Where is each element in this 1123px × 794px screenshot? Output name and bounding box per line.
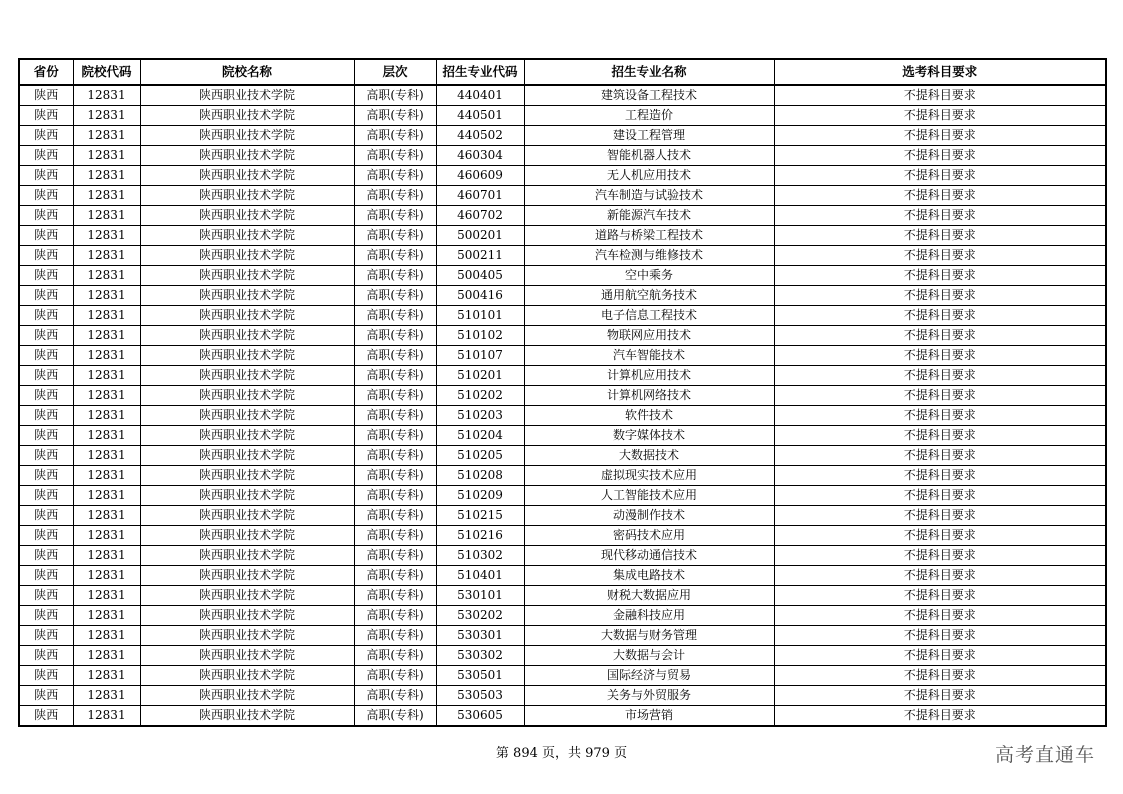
cell-school-name: 陕西职业技术学院 [140, 206, 354, 226]
cell-major-name: 国际经济与贸易 [524, 666, 774, 686]
table-row [19, 186, 1106, 206]
table-row [19, 666, 1106, 686]
table-row [19, 286, 1106, 306]
cell-level: 高职(专科) [354, 266, 436, 286]
cell-subject-requirement: 不提科目要求 [774, 106, 1106, 126]
table-row [19, 126, 1106, 146]
cell-major-code: 500405 [436, 266, 524, 286]
cell-province: 陕西 [19, 506, 73, 526]
cell-major-code: 500201 [436, 226, 524, 246]
cell-major-code: 510203 [436, 406, 524, 426]
cell-school-name: 陕西职业技术学院 [140, 106, 354, 126]
cell-level: 高职(专科) [354, 166, 436, 186]
cell-school-name: 陕西职业技术学院 [140, 306, 354, 326]
cell-subject-requirement: 不提科目要求 [774, 206, 1106, 226]
cell-major-name: 密码技术应用 [524, 526, 774, 546]
table-row [19, 526, 1106, 546]
cell-level: 高职(专科) [354, 466, 436, 486]
cell-major-name: 关务与外贸服务 [524, 686, 774, 706]
cell-school-code: 12831 [73, 246, 140, 266]
cell-major-code: 460609 [436, 166, 524, 186]
cell-school-name: 陕西职业技术学院 [140, 706, 354, 727]
cell-major-code: 530605 [436, 706, 524, 727]
cell-level: 高职(专科) [354, 206, 436, 226]
cell-province: 陕西 [19, 466, 73, 486]
cell-school-code: 12831 [73, 666, 140, 686]
cell-major-code: 510216 [436, 526, 524, 546]
cell-school-code: 12831 [73, 106, 140, 126]
cell-major-code: 510209 [436, 486, 524, 506]
cell-major-name: 无人机应用技术 [524, 166, 774, 186]
cell-major-name: 动漫制作技术 [524, 506, 774, 526]
cell-subject-requirement: 不提科目要求 [774, 606, 1106, 626]
cell-school-name: 陕西职业技术学院 [140, 246, 354, 266]
cell-subject-requirement: 不提科目要求 [774, 306, 1106, 326]
cell-level: 高职(专科) [354, 686, 436, 706]
cell-province: 陕西 [19, 526, 73, 546]
cell-major-name: 大数据技术 [524, 446, 774, 466]
cell-school-code: 12831 [73, 546, 140, 566]
table-row [19, 226, 1106, 246]
cell-province: 陕西 [19, 386, 73, 406]
cell-major-name: 虚拟现实技术应用 [524, 466, 774, 486]
cell-major-code: 530302 [436, 646, 524, 666]
cell-subject-requirement: 不提科目要求 [774, 666, 1106, 686]
cell-province: 陕西 [19, 706, 73, 727]
cell-subject-requirement: 不提科目要求 [774, 626, 1106, 646]
cell-major-code: 510201 [436, 366, 524, 386]
table-row [19, 166, 1106, 186]
cell-level: 高职(专科) [354, 326, 436, 346]
table-row [19, 506, 1106, 526]
cell-province: 陕西 [19, 586, 73, 606]
cell-school-name: 陕西职业技术学院 [140, 126, 354, 146]
cell-province: 陕西 [19, 306, 73, 326]
cell-school-name: 陕西职业技术学院 [140, 686, 354, 706]
cell-major-name: 金融科技应用 [524, 606, 774, 626]
cell-subject-requirement: 不提科目要求 [774, 85, 1106, 106]
cell-school-name: 陕西职业技术学院 [140, 446, 354, 466]
cell-school-name: 陕西职业技术学院 [140, 586, 354, 606]
cell-subject-requirement: 不提科目要求 [774, 346, 1106, 366]
cell-major-name: 建筑设备工程技术 [524, 85, 774, 106]
cell-level: 高职(专科) [354, 666, 436, 686]
cell-level: 高职(专科) [354, 626, 436, 646]
cell-province: 陕西 [19, 426, 73, 446]
cell-level: 高职(专科) [354, 126, 436, 146]
cell-province: 陕西 [19, 546, 73, 566]
table-row [19, 706, 1106, 727]
cell-province: 陕西 [19, 326, 73, 346]
cell-subject-requirement: 不提科目要求 [774, 526, 1106, 546]
table-row [19, 426, 1106, 446]
cell-school-name: 陕西职业技术学院 [140, 466, 354, 486]
cell-school-code: 12831 [73, 466, 140, 486]
cell-province: 陕西 [19, 226, 73, 246]
cell-school-name: 陕西职业技术学院 [140, 486, 354, 506]
cell-province: 陕西 [19, 106, 73, 126]
cell-school-name: 陕西职业技术学院 [140, 266, 354, 286]
cell-major-code: 510401 [436, 566, 524, 586]
cell-major-name: 工程造价 [524, 106, 774, 126]
cell-subject-requirement: 不提科目要求 [774, 366, 1106, 386]
cell-level: 高职(专科) [354, 106, 436, 126]
cell-province: 陕西 [19, 286, 73, 306]
table-row [19, 266, 1106, 286]
cell-level: 高职(专科) [354, 546, 436, 566]
cell-subject-requirement: 不提科目要求 [774, 226, 1106, 246]
table-row [19, 606, 1106, 626]
cell-school-name: 陕西职业技术学院 [140, 426, 354, 446]
cell-major-code: 510101 [436, 306, 524, 326]
cell-major-name: 财税大数据应用 [524, 586, 774, 606]
table-row [19, 206, 1106, 226]
table-row [19, 646, 1106, 666]
cell-subject-requirement: 不提科目要求 [774, 546, 1106, 566]
cell-subject-requirement: 不提科目要求 [774, 286, 1106, 306]
cell-major-code: 530101 [436, 586, 524, 606]
cell-major-name: 通用航空航务技术 [524, 286, 774, 306]
table-row [19, 366, 1106, 386]
watermark-logo-text: 高考直通车 [994, 744, 1095, 766]
cell-province: 陕西 [19, 206, 73, 226]
cell-subject-requirement: 不提科目要求 [774, 566, 1106, 586]
col-header-major-name: 招生专业名称 [524, 59, 774, 85]
cell-major-name: 大数据与会计 [524, 646, 774, 666]
cell-school-code: 12831 [73, 606, 140, 626]
cell-province: 陕西 [19, 446, 73, 466]
table-row [19, 85, 1106, 106]
cell-province: 陕西 [19, 666, 73, 686]
cell-level: 高职(专科) [354, 386, 436, 406]
cell-major-name: 软件技术 [524, 406, 774, 426]
cell-school-name: 陕西职业技术学院 [140, 606, 354, 626]
table-row [19, 566, 1106, 586]
table-body [19, 85, 1106, 726]
cell-school-name: 陕西职业技术学院 [140, 666, 354, 686]
col-header-school-name: 院校名称 [140, 59, 354, 85]
table-row [19, 306, 1106, 326]
cell-subject-requirement: 不提科目要求 [774, 146, 1106, 166]
cell-major-name: 智能机器人技术 [524, 146, 774, 166]
cell-level: 高职(专科) [354, 526, 436, 546]
cell-province: 陕西 [19, 246, 73, 266]
cell-school-name: 陕西职业技术学院 [140, 346, 354, 366]
cell-school-code: 12831 [73, 706, 140, 727]
cell-major-code: 510215 [436, 506, 524, 526]
cell-province: 陕西 [19, 126, 73, 146]
cell-major-name: 计算机应用技术 [524, 366, 774, 386]
cell-school-code: 12831 [73, 266, 140, 286]
cell-province: 陕西 [19, 686, 73, 706]
cell-school-code: 12831 [73, 386, 140, 406]
cell-level: 高职(专科) [354, 226, 436, 246]
cell-school-name: 陕西职业技术学院 [140, 526, 354, 546]
cell-major-name: 计算机网络技术 [524, 386, 774, 406]
cell-major-name: 电子信息工程技术 [524, 306, 774, 326]
cell-major-code: 500416 [436, 286, 524, 306]
table-row [19, 466, 1106, 486]
cell-school-code: 12831 [73, 126, 140, 146]
cell-school-code: 12831 [73, 626, 140, 646]
cell-school-name: 陕西职业技术学院 [140, 166, 354, 186]
header-row [19, 59, 1106, 85]
cell-subject-requirement: 不提科目要求 [774, 686, 1106, 706]
cell-school-name: 陕西职业技术学院 [140, 366, 354, 386]
cell-province: 陕西 [19, 366, 73, 386]
col-header-province: 省份 [19, 59, 73, 85]
col-header-subject-requirement: 选考科目要求 [774, 59, 1106, 85]
col-header-level: 层次 [354, 59, 436, 85]
table-row [19, 686, 1106, 706]
cell-major-name: 市场营销 [524, 706, 774, 727]
col-header-school-code: 院校代码 [73, 59, 140, 85]
cell-province: 陕西 [19, 166, 73, 186]
cell-major-code: 530202 [436, 606, 524, 626]
cell-subject-requirement: 不提科目要求 [774, 166, 1106, 186]
cell-school-name: 陕西职业技术学院 [140, 85, 354, 106]
cell-major-code: 510102 [436, 326, 524, 346]
cell-province: 陕西 [19, 566, 73, 586]
table-row [19, 626, 1106, 646]
cell-subject-requirement: 不提科目要求 [774, 586, 1106, 606]
table-row [19, 446, 1106, 466]
cell-school-code: 12831 [73, 146, 140, 166]
cell-major-code: 440502 [436, 126, 524, 146]
cell-subject-requirement: 不提科目要求 [774, 406, 1106, 426]
cell-subject-requirement: 不提科目要求 [774, 446, 1106, 466]
cell-level: 高职(专科) [354, 346, 436, 366]
cell-school-code: 12831 [73, 446, 140, 466]
cell-school-name: 陕西职业技术学院 [140, 146, 354, 166]
cell-major-code: 530501 [436, 666, 524, 686]
cell-school-code: 12831 [73, 186, 140, 206]
cell-major-name: 建设工程管理 [524, 126, 774, 146]
cell-province: 陕西 [19, 486, 73, 506]
cell-school-code: 12831 [73, 166, 140, 186]
cell-province: 陕西 [19, 606, 73, 626]
cell-school-code: 12831 [73, 486, 140, 506]
cell-level: 高职(专科) [354, 426, 436, 446]
table-row [19, 386, 1106, 406]
cell-subject-requirement: 不提科目要求 [774, 126, 1106, 146]
cell-school-code: 12831 [73, 326, 140, 346]
cell-level: 高职(专科) [354, 366, 436, 386]
cell-school-name: 陕西职业技术学院 [140, 186, 354, 206]
table-row [19, 406, 1106, 426]
cell-major-name: 数字媒体技术 [524, 426, 774, 446]
cell-school-code: 12831 [73, 406, 140, 426]
cell-school-code: 12831 [73, 646, 140, 666]
cell-major-name: 物联网应用技术 [524, 326, 774, 346]
cell-level: 高职(专科) [354, 566, 436, 586]
cell-school-name: 陕西职业技术学院 [140, 506, 354, 526]
cell-province: 陕西 [19, 346, 73, 366]
cell-subject-requirement: 不提科目要求 [774, 426, 1106, 446]
table-row [19, 246, 1106, 266]
cell-major-name: 汽车检测与维修技术 [524, 246, 774, 266]
cell-major-code: 460702 [436, 206, 524, 226]
cell-subject-requirement: 不提科目要求 [774, 326, 1106, 346]
cell-level: 高职(专科) [354, 406, 436, 426]
cell-subject-requirement: 不提科目要求 [774, 646, 1106, 666]
cell-subject-requirement: 不提科目要求 [774, 486, 1106, 506]
cell-province: 陕西 [19, 85, 73, 106]
cell-school-code: 12831 [73, 506, 140, 526]
table-row [19, 106, 1106, 126]
cell-major-name: 空中乘务 [524, 266, 774, 286]
cell-school-code: 12831 [73, 206, 140, 226]
table-header [19, 59, 1106, 85]
table-row [19, 486, 1106, 506]
cell-province: 陕西 [19, 266, 73, 286]
cell-level: 高职(专科) [354, 506, 436, 526]
cell-school-code: 12831 [73, 526, 140, 546]
cell-level: 高职(专科) [354, 146, 436, 166]
cell-major-code: 530503 [436, 686, 524, 706]
cell-major-name: 现代移动通信技术 [524, 546, 774, 566]
cell-major-name: 人工智能技术应用 [524, 486, 774, 506]
cell-level: 高职(专科) [354, 446, 436, 466]
cell-school-code: 12831 [73, 286, 140, 306]
cell-province: 陕西 [19, 186, 73, 206]
cell-major-code: 510205 [436, 446, 524, 466]
cell-province: 陕西 [19, 626, 73, 646]
cell-province: 陕西 [19, 646, 73, 666]
cell-school-name: 陕西职业技术学院 [140, 326, 354, 346]
cell-level: 高职(专科) [354, 246, 436, 266]
cell-subject-requirement: 不提科目要求 [774, 246, 1106, 266]
cell-school-name: 陕西职业技术学院 [140, 626, 354, 646]
cell-major-code: 440401 [436, 85, 524, 106]
cell-school-code: 12831 [73, 586, 140, 606]
cell-school-name: 陕西职业技术学院 [140, 406, 354, 426]
cell-subject-requirement: 不提科目要求 [774, 266, 1106, 286]
cell-major-code: 510204 [436, 426, 524, 446]
cell-school-name: 陕西职业技术学院 [140, 286, 354, 306]
cell-major-code: 500211 [436, 246, 524, 266]
cell-major-name: 汽车制造与试验技术 [524, 186, 774, 206]
cell-major-code: 530301 [436, 626, 524, 646]
table-row [19, 146, 1106, 166]
cell-school-code: 12831 [73, 306, 140, 326]
cell-level: 高职(专科) [354, 186, 436, 206]
cell-major-name: 大数据与财务管理 [524, 626, 774, 646]
cell-major-name: 新能源汽车技术 [524, 206, 774, 226]
cell-major-name: 汽车智能技术 [524, 346, 774, 366]
cell-level: 高职(专科) [354, 486, 436, 506]
cell-school-code: 12831 [73, 85, 140, 106]
cell-level: 高职(专科) [354, 706, 436, 727]
cell-major-code: 510302 [436, 546, 524, 566]
cell-province: 陕西 [19, 406, 73, 426]
cell-subject-requirement: 不提科目要求 [774, 186, 1106, 206]
page-number: 第 894 页，共 979 页 [495, 746, 628, 761]
cell-major-name: 集成电路技术 [524, 566, 774, 586]
cell-subject-requirement: 不提科目要求 [774, 466, 1106, 486]
cell-level: 高职(专科) [354, 586, 436, 606]
cell-major-name: 道路与桥梁工程技术 [524, 226, 774, 246]
cell-level: 高职(专科) [354, 646, 436, 666]
cell-school-code: 12831 [73, 686, 140, 706]
cell-province: 陕西 [19, 146, 73, 166]
cell-major-code: 510208 [436, 466, 524, 486]
cell-school-name: 陕西职业技术学院 [140, 386, 354, 406]
cell-major-code: 460304 [436, 146, 524, 166]
cell-major-code: 440501 [436, 106, 524, 126]
cell-school-code: 12831 [73, 346, 140, 366]
cell-school-code: 12831 [73, 426, 140, 446]
cell-school-code: 12831 [73, 366, 140, 386]
admission-table [18, 58, 1107, 727]
cell-subject-requirement: 不提科目要求 [774, 386, 1106, 406]
cell-school-name: 陕西职业技术学院 [140, 566, 354, 586]
cell-level: 高职(专科) [354, 306, 436, 326]
col-header-major-code: 招生专业代码 [436, 59, 524, 85]
cell-major-code: 510107 [436, 346, 524, 366]
cell-level: 高职(专科) [354, 606, 436, 626]
cell-major-code: 510202 [436, 386, 524, 406]
cell-school-code: 12831 [73, 566, 140, 586]
cell-subject-requirement: 不提科目要求 [774, 506, 1106, 526]
cell-subject-requirement: 不提科目要求 [774, 706, 1106, 727]
table-row [19, 346, 1106, 366]
cell-school-name: 陕西职业技术学院 [140, 226, 354, 246]
cell-level: 高职(专科) [354, 286, 436, 306]
table-row [19, 546, 1106, 566]
cell-level: 高职(专科) [354, 85, 436, 106]
cell-major-code: 460701 [436, 186, 524, 206]
cell-school-code: 12831 [73, 226, 140, 246]
table-row [19, 586, 1106, 606]
cell-school-name: 陕西职业技术学院 [140, 546, 354, 566]
table-row [19, 326, 1106, 346]
cell-school-name: 陕西职业技术学院 [140, 646, 354, 666]
